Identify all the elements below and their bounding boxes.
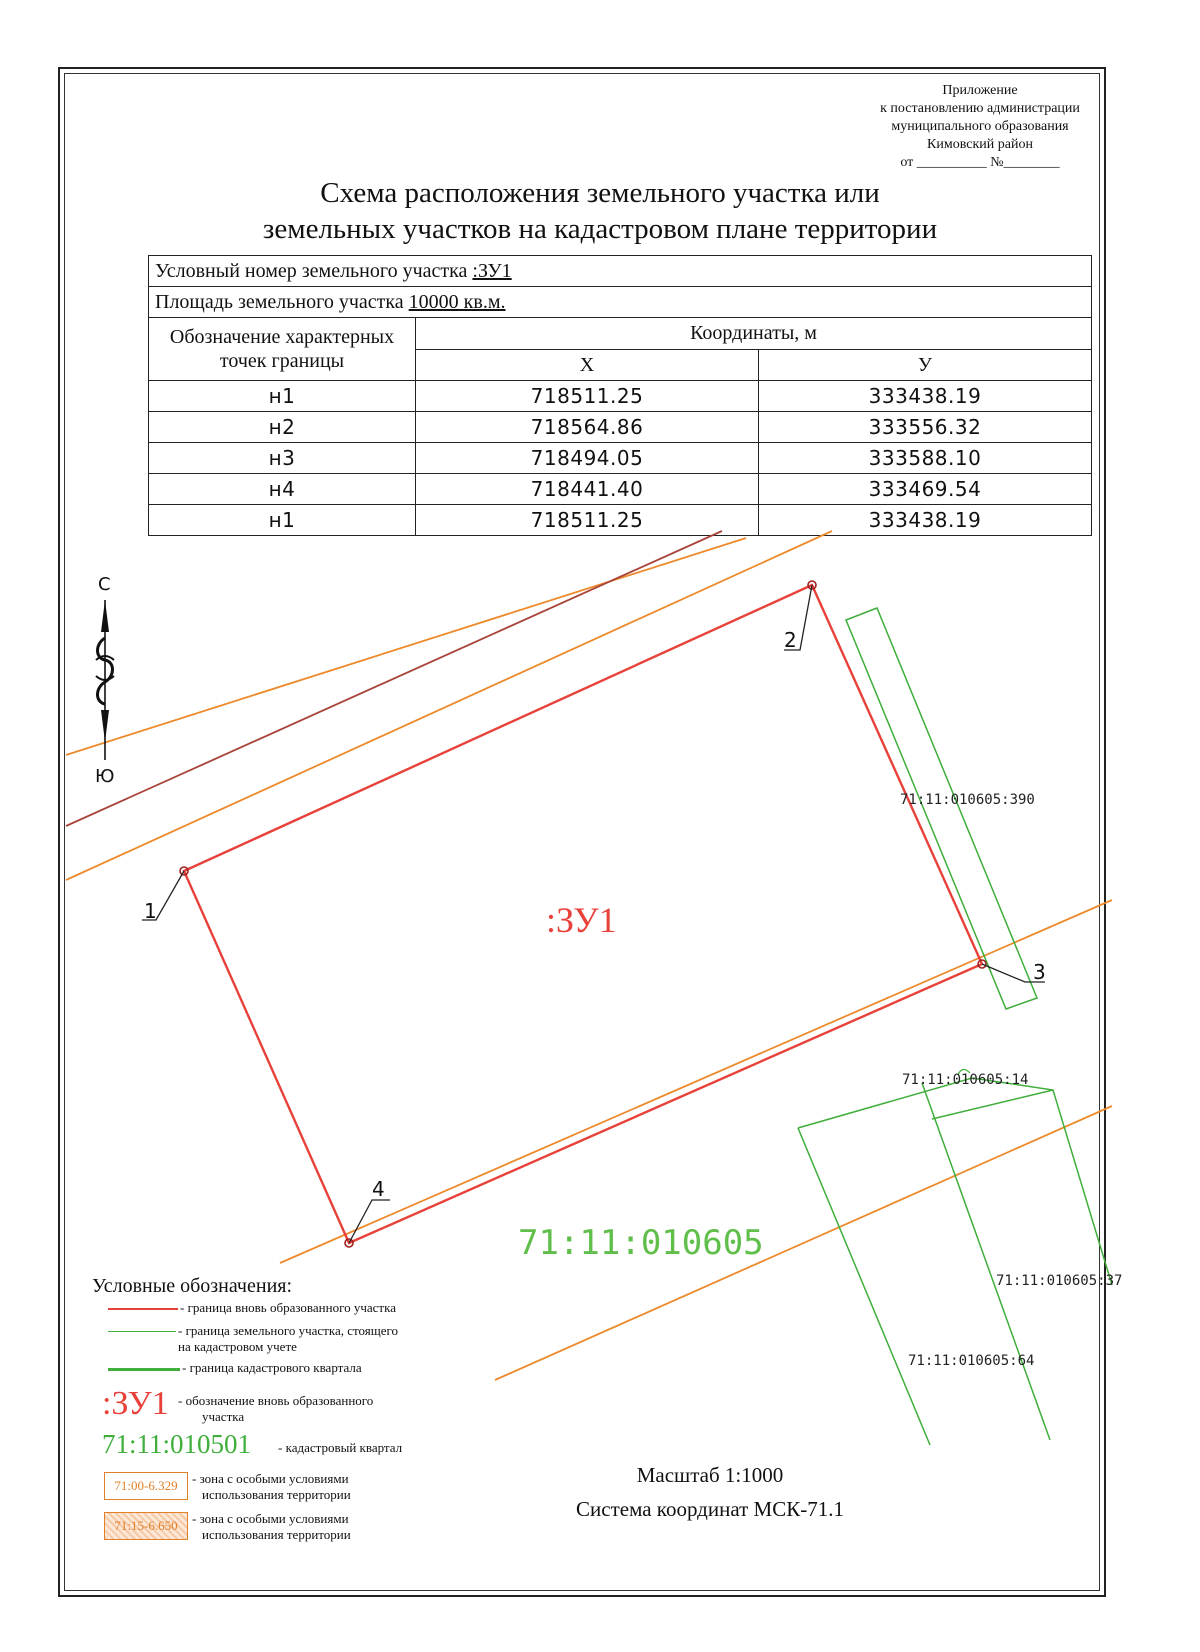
legend-zone-1-box: 71:00-6.329 <box>104 1472 188 1500</box>
point-cell: н1 <box>149 381 416 412</box>
legend-zone-2-text-2: использования территории <box>202 1527 351 1542</box>
scale-text: Масштаб 1:1000 <box>636 1463 784 1487</box>
title-line-1: Схема расположения земельного участка или <box>320 177 880 209</box>
parcel-label-14: 71:11:010605:14 <box>902 1072 1029 1088</box>
parcel-boundary <box>798 1128 930 1445</box>
point-cell: н1 <box>149 505 416 536</box>
legend-quarter-symbol: 71:11:010501 <box>102 1429 252 1459</box>
legend-registered-text <box>178 1323 398 1355</box>
x-cell: 718441.40 <box>416 474 759 505</box>
parcel-label-390: 71:11:010605:390 <box>900 792 1035 808</box>
appendix-line: муниципального образования <box>891 119 1069 134</box>
legend-plot-text <box>178 1393 373 1425</box>
vertex-leader <box>349 1200 390 1243</box>
legend-quarter-line <box>108 1368 180 1371</box>
parcel-label-37: 71:11:010605:37 <box>996 1273 1123 1289</box>
plot-number-label: Условный номер земельного участка <box>155 259 468 282</box>
y-cell: 333588.10 <box>759 443 1092 474</box>
appendix-line: к постановлению администрации <box>880 101 1080 116</box>
vertex-label-2: 2 <box>784 628 797 652</box>
legend-registered-text-1: - граница земельного участка, стоящего <box>178 1323 399 1338</box>
zone-boundary-orange <box>66 531 832 880</box>
north-arrow-icon <box>96 600 114 760</box>
parcel-390-boundary <box>846 608 1037 1009</box>
legend-quarter-symbol-text: - кадастровый квартал <box>278 1440 403 1455</box>
x-cell: 718564.86 <box>416 412 759 443</box>
legend-zone-2-box: 71:15-6.650 <box>104 1512 188 1540</box>
zone-boundary-dark <box>66 531 722 826</box>
appendix-line: от __________ №________ <box>900 155 1060 170</box>
legend-plot-text-1: - обозначение вновь образованного <box>178 1393 374 1408</box>
legend-zone-2-text-1: - зона с особыми условиями <box>192 1511 349 1526</box>
plot-label: :ЗУ1 <box>546 900 617 940</box>
y-cell: 333469.54 <box>759 474 1092 505</box>
plot-number-value: :ЗУ1 <box>472 259 512 282</box>
legend-registered-text-2: на кадастровом учете <box>178 1339 297 1354</box>
x-cell: 718511.25 <box>416 505 759 536</box>
legend-plot-text-2: участка <box>202 1409 245 1424</box>
x-header: X <box>416 349 759 381</box>
legend-plot-symbol: :ЗУ1 <box>102 1385 169 1422</box>
legend-registered-line <box>108 1331 176 1332</box>
legend-zone-1-text-1: - зона с особыми условиями <box>192 1471 349 1486</box>
vertex-label-3: 3 <box>1033 960 1046 984</box>
vertex-label-4: 4 <box>372 1177 385 1201</box>
point-cell: н3 <box>149 443 416 474</box>
zone-boundary-orange <box>66 538 746 755</box>
parcel-14-boundary <box>798 1078 1112 1285</box>
area-value: 10000 кв.м. <box>408 290 506 313</box>
scale-block <box>500 1458 920 1526</box>
points-header: Обозначение характерных точек границы <box>149 318 416 381</box>
appendix-line: Кимовский район <box>927 137 1033 152</box>
crs-text: Система координат МСК-71.1 <box>576 1497 844 1521</box>
legend-new-boundary-text: - граница вновь образованного участка <box>180 1300 396 1315</box>
legend-new-boundary-line <box>108 1308 178 1310</box>
y-cell: 333438.19 <box>759 381 1092 412</box>
legend-quarter-text: - граница кадастрового квартала <box>182 1360 362 1375</box>
legend-title: Условные обозначения: <box>92 1275 293 1297</box>
y-header: У <box>759 349 1092 381</box>
legend-zone-1-text-2: использования территории <box>202 1487 351 1502</box>
area-label: Площадь земельного участка <box>155 290 404 313</box>
parcel-boundary <box>922 1083 1050 1440</box>
legend-zone-2-text <box>192 1511 351 1543</box>
quarter-label: 71:11:010605 <box>518 1223 764 1263</box>
title-line-2: земельных участков на кадастровом плане территории <box>262 213 938 245</box>
legend-zone-1-text <box>192 1471 351 1503</box>
north-label: С <box>98 574 111 595</box>
y-cell: 333438.19 <box>759 505 1092 536</box>
point-cell: н2 <box>149 412 416 443</box>
vertex-label-1: 1 <box>144 899 157 923</box>
y-cell: 333556.32 <box>759 412 1092 443</box>
south-label: Ю <box>95 766 115 787</box>
parcel-boundary <box>932 1090 1053 1119</box>
x-cell: 718511.25 <box>416 381 759 412</box>
appendix-line: Приложение <box>942 83 1018 98</box>
x-cell: 718494.05 <box>416 443 759 474</box>
coords-header: Координаты, м <box>416 318 1092 350</box>
parcel-label-64: 71:11:010605:64 <box>908 1353 1035 1369</box>
point-cell: н4 <box>149 474 416 505</box>
